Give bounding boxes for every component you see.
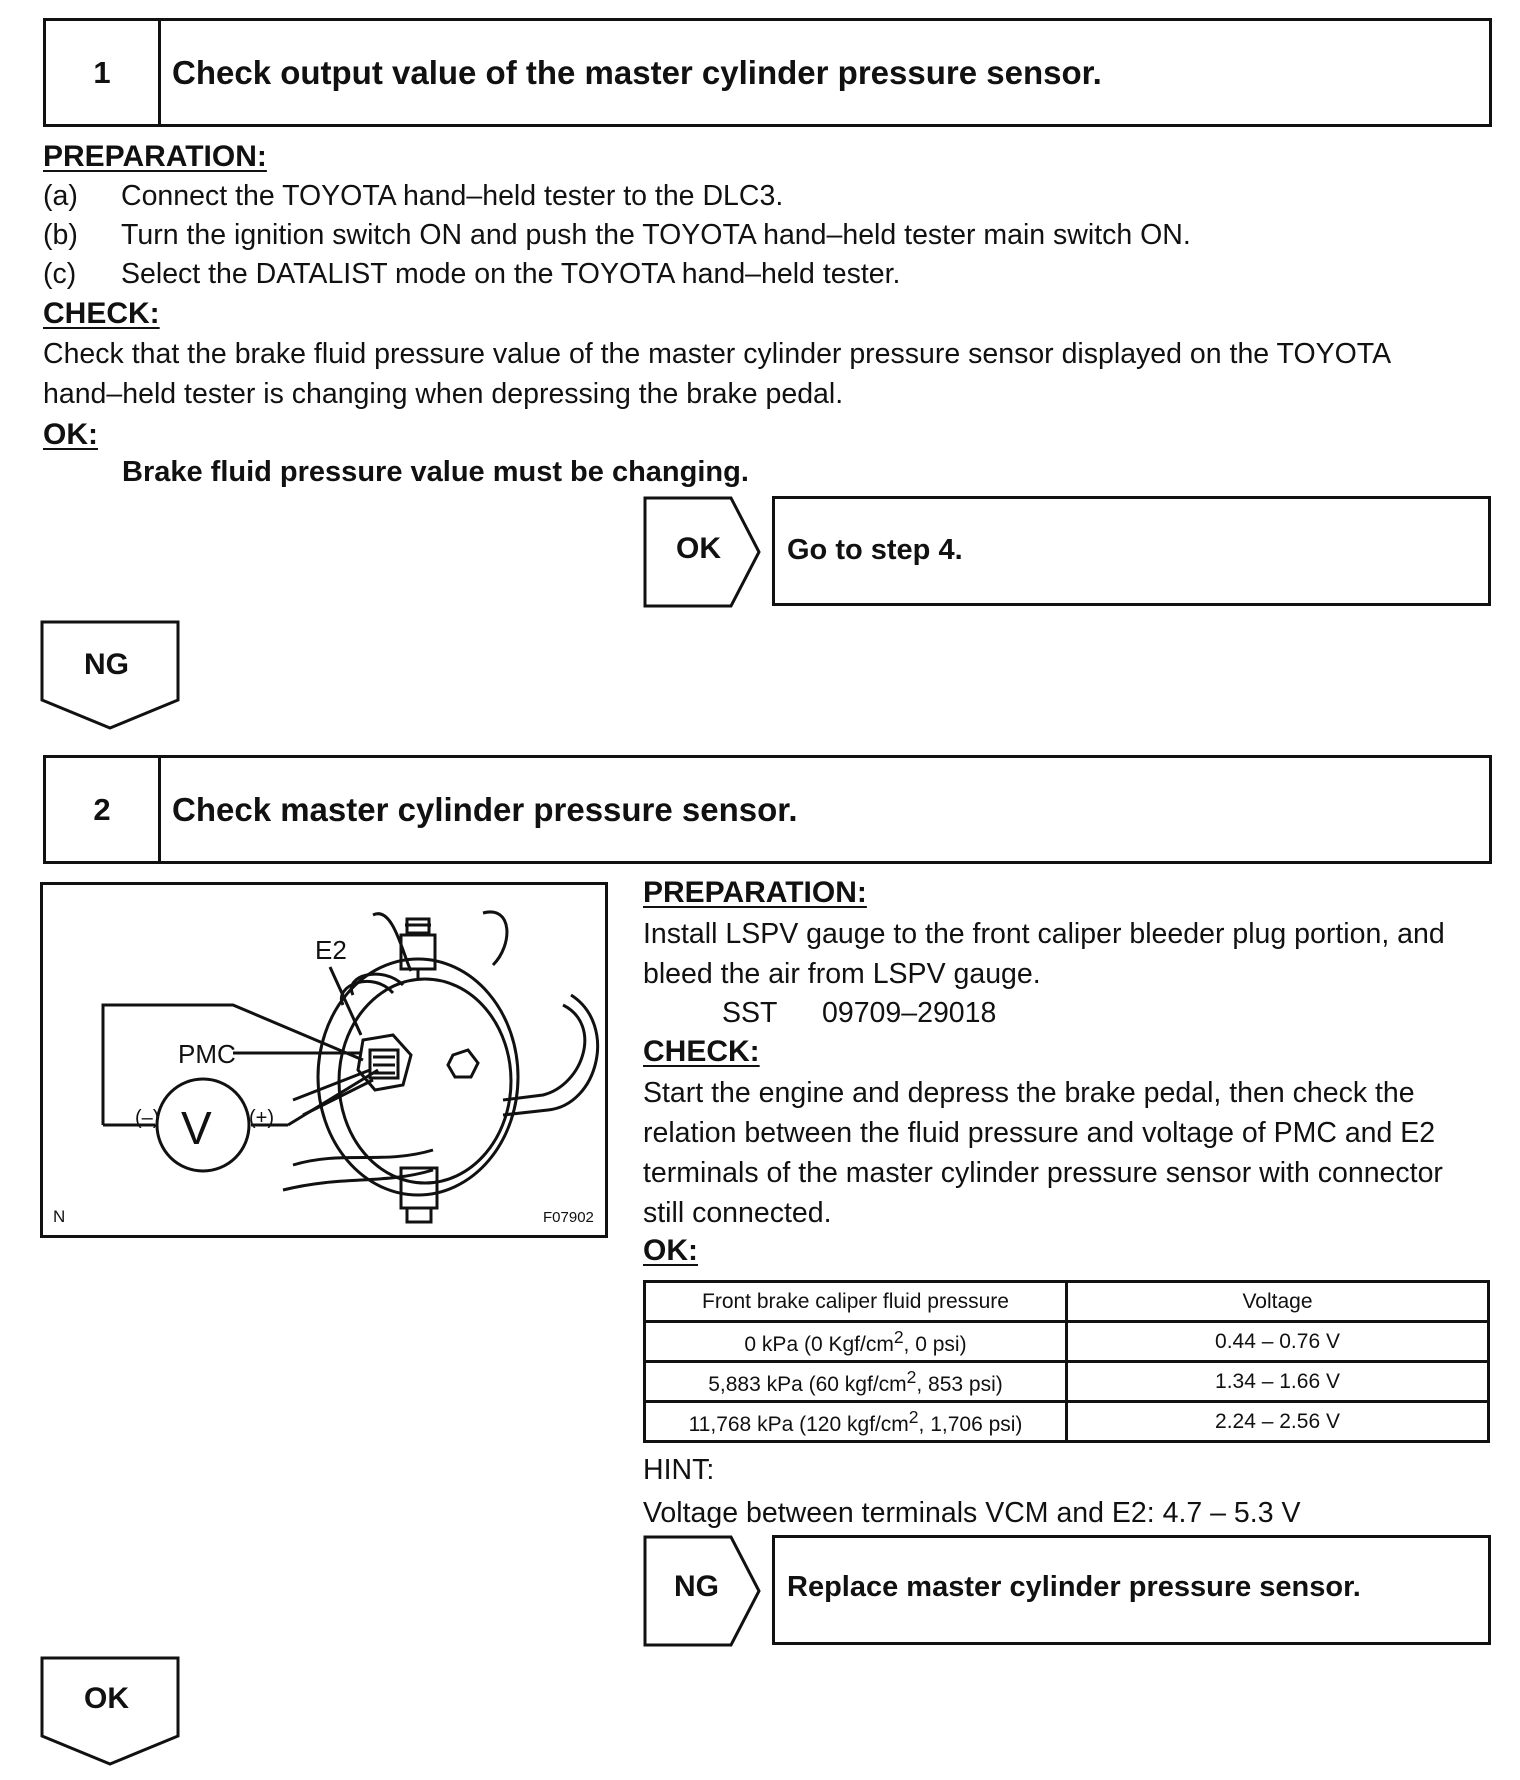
check-line: Start the engine and depress the brake pedal, then check the — [643, 1077, 1415, 1109]
table-row — [645, 1322, 1489, 1362]
item-letter: (c) — [43, 258, 77, 290]
preparation-list — [43, 177, 1493, 294]
step-2-header — [43, 755, 1492, 864]
pressure-text: , 0 psi) — [903, 1332, 967, 1356]
sst-number: 09709–29018 — [822, 997, 997, 1029]
superscript: 2 — [908, 1406, 919, 1427]
table-row — [645, 1402, 1489, 1442]
step-number: 1 — [46, 21, 161, 124]
step-1-header — [43, 18, 1492, 127]
check-line: relation between the fluid pressure and voltage of PMC and E2 — [643, 1117, 1436, 1149]
pressure-cell — [645, 1322, 1067, 1362]
ok-spec-text: Brake fluid pressure value must be changing. — [122, 456, 749, 488]
check-text-line-1: Check that the brake fluid pressure value of the master cylinder pressure sensor displayed on the TOYOTA — [43, 338, 1392, 370]
table-header-row — [645, 1282, 1489, 1322]
table-header-cell: Front brake caliper fluid pressure — [645, 1282, 1067, 1322]
ng-result-text: Replace master cylinder pressure sensor. — [787, 1571, 1361, 1603]
spec-table — [643, 1280, 1490, 1443]
pressure-text: 0 kPa (0 Kgf/cm — [744, 1332, 894, 1356]
voltmeter-symbol: V — [181, 1102, 212, 1154]
ok-label: OK: — [643, 1234, 698, 1267]
step-number: 2 — [46, 758, 161, 861]
step-title: Check master cylinder pressure sensor. — [172, 790, 798, 828]
label-e2: E2 — [315, 935, 347, 965]
voltage-cell: 1.34 – 1.66 V — [1067, 1362, 1489, 1402]
item-letter: (b) — [43, 219, 78, 251]
check-text — [643, 1073, 1503, 1233]
ok-flow-label: OK — [84, 1682, 129, 1715]
table-header-cell: Voltage — [1067, 1282, 1489, 1322]
item-text: Connect the TOYOTA hand–held tester to the DLC3. — [121, 180, 784, 212]
superscript: 2 — [906, 1366, 917, 1387]
hint-label: HINT: — [643, 1454, 715, 1486]
item-text: Select the DATALIST mode on the TOYOTA hand–held tester. — [121, 258, 901, 290]
figure-corner-mark: N — [53, 1207, 66, 1226]
ng-tag-label: NG — [674, 1570, 719, 1603]
superscript: 2 — [893, 1326, 904, 1347]
hint-text: Voltage between terminals VCM and E2: 4.7 – 5.3 V — [643, 1497, 1301, 1529]
list-item — [43, 255, 1493, 294]
ok-label: OK: — [43, 418, 98, 451]
ok-tag-label: OK — [676, 532, 721, 565]
preparation-label: PREPARATION: — [643, 876, 867, 909]
label-plus: (+) — [249, 1107, 274, 1129]
item-letter: (a) — [43, 180, 78, 212]
check-line: terminals of the master cylinder pressure sensor with connector — [643, 1157, 1443, 1189]
preparation-line-2: bleed the air from LSPV gauge. — [643, 958, 1041, 990]
table-row — [645, 1362, 1489, 1402]
pressure-cell — [645, 1402, 1067, 1442]
figure-code: F07902 — [543, 1209, 594, 1226]
check-label: CHECK: — [643, 1035, 760, 1068]
pressure-text: , 1,706 psi) — [918, 1412, 1023, 1436]
item-text: Turn the ignition switch ON and push the TOYOTA hand–held tester main switch ON. — [121, 219, 1191, 251]
pressure-cell — [645, 1362, 1067, 1402]
step-title: Check output value of the master cylinder pressure sensor. — [172, 53, 1102, 91]
check-text-line-2: hand–held tester is changing when depressing the brake pedal. — [43, 378, 844, 410]
voltage-cell: 2.24 – 2.56 V — [1067, 1402, 1489, 1442]
pressure-text: 5,883 kPa (60 kgf/cm — [708, 1372, 907, 1396]
label-minus: (–) — [135, 1107, 160, 1129]
ng-flow-label: NG — [84, 648, 129, 681]
list-item — [43, 216, 1493, 255]
list-item — [43, 177, 1493, 216]
pressure-text: 11,768 kPa (120 kgf/cm — [688, 1412, 909, 1436]
preparation-label: PREPARATION: — [43, 140, 267, 173]
check-line: still connected. — [643, 1197, 832, 1229]
pressure-text: , 853 psi) — [916, 1372, 1003, 1396]
sst-label: SST — [722, 997, 778, 1029]
sensor-illustration — [40, 882, 608, 1238]
check-label: CHECK: — [43, 297, 160, 330]
preparation-line-1: Install LSPV gauge to the front caliper bleeder plug portion, and — [643, 918, 1445, 950]
voltage-cell: 0.44 – 0.76 V — [1067, 1322, 1489, 1362]
ok-result-text: Go to step 4. — [787, 534, 963, 566]
label-pmc: PMC — [178, 1039, 236, 1069]
